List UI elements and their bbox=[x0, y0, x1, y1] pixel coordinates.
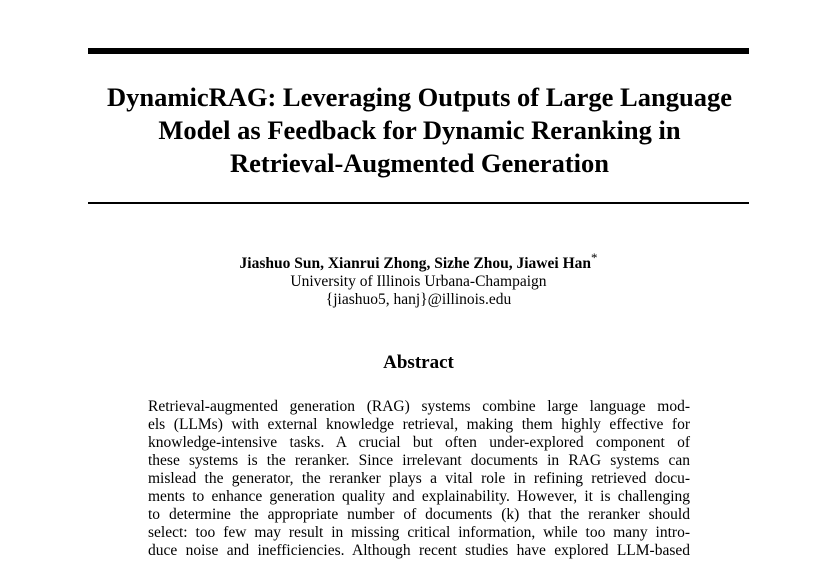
abstract-line: to determine the appropriate number of documents (k) that the reranker should bbox=[148, 506, 690, 523]
author-block bbox=[140, 249, 697, 309]
affiliation: University of Illinois Urbana-Champaign bbox=[290, 273, 547, 291]
abstract-body bbox=[148, 398, 690, 560]
email: {jiashuo5, hanj}@illinois.edu bbox=[325, 291, 512, 309]
abstract-heading: Abstract bbox=[383, 352, 454, 373]
abstract-line: Retrieval-augmented generation (RAG) systems combine large language mod- bbox=[148, 398, 690, 415]
paper-title bbox=[70, 81, 769, 180]
title-line: Model as Feedback for Dynamic Reranking in bbox=[158, 115, 681, 145]
title-line: DynamicRAG: Leveraging Outputs of Large Language bbox=[107, 82, 732, 112]
author-names: Jiashuo Sun, Xianrui Zhong, Sizhe Zhou, Jiawei Han bbox=[239, 255, 591, 273]
abstract-line: select: too few may result in missing critical information, while too many intro- bbox=[148, 524, 690, 541]
author-mark: * bbox=[591, 250, 598, 265]
title-bottom-rule bbox=[88, 202, 749, 204]
abstract-line: duce noise and inefficiencies. Although recent studies have explored LLM-based bbox=[148, 542, 690, 559]
abstract-line: these systems is the reranker. Since irrelevant documents in RAG systems can bbox=[148, 452, 690, 469]
abstract-line: ments to enhance generation quality and explainability. However, it is challenging bbox=[148, 488, 690, 505]
top-rule bbox=[88, 48, 749, 54]
abstract-line: els (LLMs) with external knowledge retrieval, making them highly effective for bbox=[148, 416, 690, 433]
title-line: Retrieval-Augmented Generation bbox=[229, 148, 609, 178]
abstract-line: mislead the generator, the reranker plays a vital role in refining retrieved docu- bbox=[148, 470, 690, 487]
author-list bbox=[140, 249, 697, 273]
abstract-line: knowledge-intensive tasks. A crucial but often under-explored component of bbox=[148, 434, 690, 451]
